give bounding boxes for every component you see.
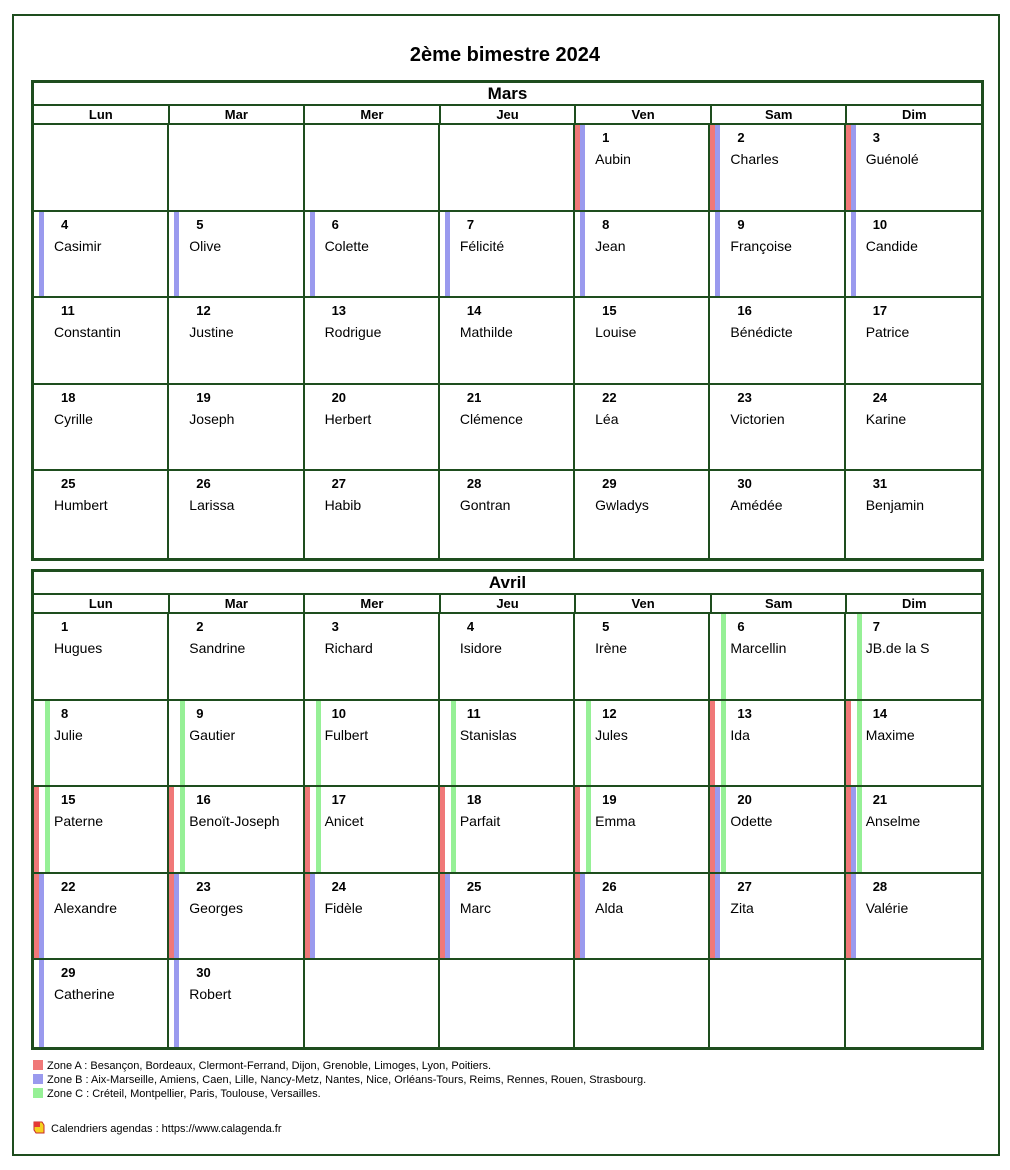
day-number: 26 [196,476,211,492]
saint-name: Louise [595,324,637,341]
saint-name: Humbert [54,497,108,514]
day-cell [440,471,575,558]
day-number: 18 [466,792,482,808]
zone-b-holiday-bar [39,960,44,1047]
month-name: Mars [34,83,981,106]
saint-name: Bénédicte [730,324,793,341]
day-cell [846,874,981,961]
zone-c-holiday-bar [586,701,591,786]
day-cell [34,701,169,788]
saint-name: Maxime [865,726,915,743]
zone-c-holiday-bar [45,787,50,872]
day-cell [440,298,575,385]
zone-b-holiday-bar [715,125,720,210]
day-cell [34,874,169,961]
empty-day-cell [846,960,981,1047]
zone-c-swatch [33,1088,43,1098]
zone-b-holiday-bar [310,212,315,297]
day-cell [710,298,845,385]
saint-name: Georges [189,899,243,916]
day-cell [846,298,981,385]
day-cell [846,212,981,299]
zone-b-holiday-bar [39,212,44,297]
saint-name: Paterne [54,813,104,830]
saint-name: Julie [54,726,83,743]
saint-name: Fulbert [324,726,369,743]
zone-a-swatch [33,1060,43,1070]
day-number: 15 [61,792,76,808]
day-number: 30 [196,965,211,981]
empty-day-cell [169,125,304,212]
saint-name: Anselme [865,813,921,830]
day-cell [440,787,575,874]
day-cell [34,614,169,701]
day-number: 8 [61,705,69,721]
saint-name: Valérie [865,899,909,916]
zone-b-holiday-bar [174,212,179,297]
saint-name: Colette [324,237,369,254]
weekday-label: Jeu [441,106,577,123]
day-cell [169,787,304,874]
saint-name: Constantin [54,324,121,341]
zone-c-holiday-bar [857,701,862,786]
month-name: Avril [34,572,981,595]
saint-name: Sandrine [189,640,246,656]
zone-c-holiday-bar [316,701,321,786]
saint-name: Isidore [459,640,502,656]
weekday-header-row [34,595,981,614]
day-number: 14 [466,303,482,319]
legend-zone-b-text: Zone B : Aix-Marseille, Amiens, Caen, Lille, Nancy-Metz, Nantes, Nice, Orléans-Tours, Reims, Rennes, Rouen, Strasbourg. [47,1074,647,1086]
day-number: 13 [737,705,752,721]
day-cell [169,614,304,701]
weekday-label: Sam [712,106,848,123]
day-number: 22 [602,389,617,405]
day-number: 22 [61,878,76,894]
zone-a-holiday-bar [846,701,851,786]
zone-c-holiday-bar [45,701,50,786]
saint-name: Aubin [595,151,631,167]
legend-zone-c [33,1088,321,1100]
day-cell [710,125,845,212]
day-number: 30 [737,476,752,492]
empty-day-cell [34,125,169,212]
day-number: 10 [331,705,347,721]
weekday-label: Dim [901,107,927,122]
day-cell [575,385,710,472]
zone-a-holiday-bar [169,787,174,872]
day-number: 6 [737,619,745,634]
saint-name: Amédée [730,497,783,514]
zone-c-holiday-bar [857,787,862,872]
zone-b-holiday-bar [851,874,856,959]
zone-b-holiday-bar [174,874,179,959]
day-cell [305,787,440,874]
day-number: 28 [872,878,888,894]
weekday-label: Jeu [441,595,577,612]
day-cell [305,471,440,558]
day-number: 31 [872,476,888,492]
day-cell [575,298,710,385]
day-cell [710,874,845,961]
zone-c-holiday-bar [180,701,185,786]
weekday-label: Dim [901,596,927,611]
day-number: 29 [61,965,76,981]
saint-name: Stanislas [459,726,517,743]
day-number: 27 [737,878,752,894]
empty-day-cell [305,960,440,1047]
saint-name: Mathilde [459,324,513,341]
day-cell [846,385,981,472]
day-cell [846,471,981,558]
day-cell [34,787,169,874]
saint-name: Gwladys [595,497,649,514]
day-number: 7 [872,619,880,634]
day-grid [34,614,981,1047]
day-number: 2 [737,130,745,145]
legend-zone-a-text: Zone A : Besançon, Bordeaux, Clermont-Ferrand, Dijon, Grenoble, Limoges, Lyon, Poitiers. [47,1060,492,1072]
day-number: 12 [196,303,211,319]
saint-name: Benoït-Joseph [189,813,280,830]
zone-b-holiday-bar [580,125,585,210]
saint-name: Habib [324,497,362,514]
day-number: 1 [602,130,610,145]
day-cell [440,385,575,472]
weekday-label: Mar [170,106,306,123]
day-cell [710,212,845,299]
calendar-logo-icon [33,1121,45,1134]
day-number: 24 [331,878,347,894]
weekday-label: Ven [576,106,712,123]
day-cell [575,212,710,299]
zone-c-holiday-bar [451,701,456,786]
day-number: 29 [602,476,617,492]
zone-c-holiday-bar [721,787,726,872]
day-cell [305,701,440,788]
day-cell [305,614,440,701]
day-number: 13 [331,303,347,319]
day-number: 7 [466,216,475,232]
saint-name: Alda [595,899,624,916]
weekday-label: Ven [576,595,712,612]
day-number: 16 [737,303,752,319]
day-cell [440,874,575,961]
saint-name: Félicité [459,237,505,254]
saint-name: Hugues [54,640,103,656]
zone-c-holiday-bar [451,787,456,872]
day-number: 27 [331,476,347,492]
zone-b-holiday-bar [715,212,720,297]
day-number: 23 [196,878,211,894]
saint-name: Parfait [459,813,501,830]
day-number: 10 [872,216,888,232]
month-calendar-mars [31,80,984,561]
day-number: 12 [602,705,617,721]
saint-name: Gautier [189,726,236,743]
zone-b-swatch [33,1074,43,1084]
saint-name: Rodrigue [324,324,382,341]
saint-name: Joseph [189,410,235,427]
day-cell [169,471,304,558]
weekday-header-row [34,106,981,125]
zone-c-holiday-bar [586,787,591,872]
day-number: 3 [331,619,339,634]
empty-day-cell [440,960,575,1047]
day-grid [34,125,981,558]
zone-a-holiday-bar [305,787,310,872]
zone-c-holiday-bar [721,701,726,786]
day-cell [575,125,710,212]
day-cell [169,701,304,788]
zone-b-holiday-bar [715,874,720,959]
day-number: 18 [61,389,76,405]
zone-b-holiday-bar [39,874,44,959]
page-title: 2ème bimestre 2024 [409,44,601,66]
day-cell [440,212,575,299]
empty-day-cell [305,125,440,212]
day-cell [305,385,440,472]
saint-name: Karine [865,410,907,427]
day-number: 20 [331,389,347,405]
day-cell [710,385,845,472]
empty-day-cell [710,960,845,1047]
day-cell [846,125,981,212]
day-cell [34,385,169,472]
month-calendar-avril [31,569,984,1050]
day-cell [846,614,981,701]
day-cell [710,471,845,558]
empty-day-cell [440,125,575,212]
saint-name: Alexandre [54,899,118,916]
legend-zone-a [33,1060,491,1072]
day-number: 6 [331,216,339,232]
day-cell [34,298,169,385]
day-number: 4 [466,619,475,634]
saint-name: Fidèle [324,899,363,916]
day-number: 24 [872,389,888,405]
day-number: 21 [872,792,888,808]
zone-a-holiday-bar [34,787,39,872]
zone-a-holiday-bar [575,787,580,872]
day-number: 25 [61,476,76,492]
day-number: 26 [602,878,617,894]
zone-b-holiday-bar [174,960,179,1047]
day-cell [575,614,710,701]
saint-name: Casimir [54,237,102,254]
day-number: 8 [602,216,610,232]
saint-name: Olive [189,237,222,254]
zone-c-holiday-bar [857,614,862,699]
saint-name: Herbert [324,410,372,427]
day-number: 17 [331,792,347,808]
weekday-label: Mar [170,595,306,612]
day-cell [846,701,981,788]
day-cell [34,960,169,1047]
day-number: 11 [61,303,75,319]
saint-name: Catherine [54,986,115,1003]
saint-name: Anicet [324,813,364,830]
saint-name: Odette [730,813,773,830]
zone-b-holiday-bar [851,787,856,872]
saint-name: Marcellin [730,640,787,656]
zone-b-holiday-bar [851,212,856,297]
saint-name: Ida [730,726,750,743]
saint-name: Marc [459,899,491,916]
footer [33,1121,282,1135]
day-number: 3 [872,130,880,145]
day-number: 16 [196,792,211,808]
legend-zone-b [33,1074,646,1086]
zone-b-holiday-bar [580,874,585,959]
footer-link[interactable]: Calendriers agendas : https://www.calagenda.fr [51,1123,282,1135]
day-number: 14 [872,705,888,721]
day-number: 9 [196,705,204,721]
day-number: 23 [737,389,752,405]
day-number: 19 [196,389,211,405]
day-number: 17 [872,303,888,319]
day-number: 1 [61,619,69,634]
day-number: 5 [602,619,610,634]
day-cell [34,471,169,558]
legend-zone-c-text: Zone C : Créteil, Montpellier, Paris, Toulouse, Versailles. [47,1088,321,1100]
zone-b-holiday-bar [445,212,450,297]
saint-name: JB.de la S [865,640,930,656]
saint-name: Françoise [730,237,792,254]
saint-name: Benjamin [865,497,925,514]
day-number: 9 [737,216,745,232]
day-number: 20 [737,792,752,808]
saint-name: Cyrille [54,410,93,427]
saint-name: Clémence [459,410,523,427]
saint-name: Jules [595,726,628,743]
saint-name: Charles [730,151,779,167]
day-cell [440,614,575,701]
saint-name: Jean [595,237,626,254]
zone-c-holiday-bar [721,614,726,699]
day-cell [710,787,845,874]
day-number: 15 [602,303,617,319]
saint-name: Léa [595,410,619,427]
weekday-label: Mer [305,106,441,123]
day-cell [575,471,710,558]
day-number: 28 [466,476,482,492]
saint-name: Candide [865,237,918,254]
day-number: 21 [466,389,482,405]
zone-c-holiday-bar [316,787,321,872]
saint-name: Justine [189,324,234,341]
saint-name: Irène [595,640,628,656]
day-cell [305,874,440,961]
zone-b-holiday-bar [445,874,450,959]
day-cell [169,960,304,1047]
day-cell [169,874,304,961]
day-cell [169,298,304,385]
day-cell [575,701,710,788]
day-cell [710,614,845,701]
day-cell [169,385,304,472]
day-cell [710,701,845,788]
empty-day-cell [575,960,710,1047]
saint-name: Gontran [459,497,511,514]
day-number: 25 [466,878,482,894]
day-cell [305,212,440,299]
zone-a-holiday-bar [440,787,445,872]
day-cell [575,787,710,874]
zone-b-holiday-bar [580,212,585,297]
saint-name: Richard [324,640,373,656]
weekday-label: Mer [305,595,441,612]
day-cell [846,787,981,874]
day-number: 5 [196,216,204,232]
weekday-label: Lun [34,106,170,123]
day-cell [575,874,710,961]
day-number: 4 [61,216,69,232]
zone-b-holiday-bar [715,787,720,872]
zone-b-holiday-bar [851,125,856,210]
zone-b-holiday-bar [310,874,315,959]
saint-name: Emma [595,813,636,830]
saint-name: Patrice [865,324,910,341]
zone-a-holiday-bar [710,701,715,786]
saint-name: Zita [730,899,754,916]
day-cell [440,701,575,788]
saint-name: Victorien [730,410,785,427]
saint-name: Guénolé [865,151,919,167]
day-number: 11 [466,705,481,721]
weekday-label: Sam [712,595,848,612]
weekday-label: Lun [34,595,170,612]
day-cell [34,212,169,299]
day-number: 19 [602,792,617,808]
day-number: 2 [196,619,204,634]
saint-name: Larissa [189,497,235,514]
day-cell [169,212,304,299]
saint-name: Robert [189,986,232,1003]
zone-c-holiday-bar [180,787,185,872]
day-cell [305,298,440,385]
